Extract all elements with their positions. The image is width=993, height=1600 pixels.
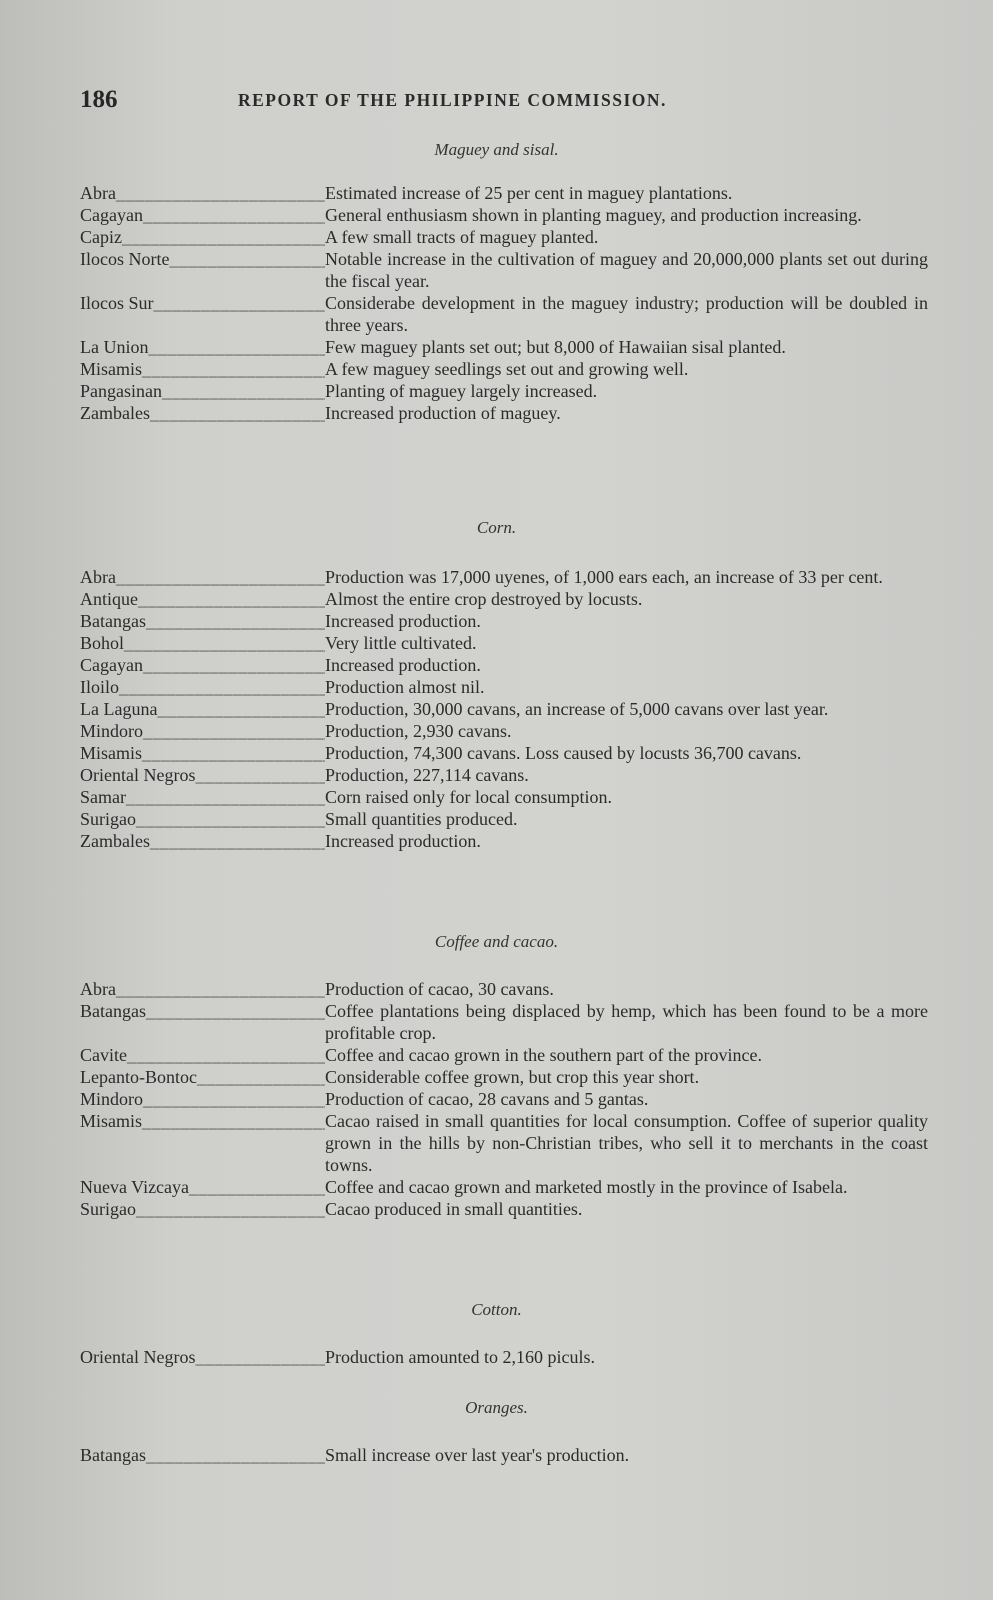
entry-description: Considerable coffee grown, but crop this year short.	[325, 1067, 700, 1087]
entry-province: Zambales _____	[80, 830, 325, 852]
entry-row	[80, 226, 928, 248]
entry-description: Very little cultivated.	[325, 633, 477, 653]
entry-province: Oriental Negros _____	[80, 764, 325, 786]
entry-row	[80, 204, 928, 226]
entry-row	[80, 358, 928, 380]
entry-description: Cacao raised in small quantities for local consumption. Coffee of superior quality grown in the hills by non-Christian tribes, who sell it to merchants in the coast towns.	[325, 1111, 928, 1175]
entry-description: A few small tracts of maguey planted.	[325, 227, 599, 247]
entry-province: Ilocos Sur _____	[80, 292, 325, 314]
entry-description: Production, 74,300 cavans. Loss caused by locusts 36,700 cavans.	[325, 743, 802, 763]
entry-row	[80, 830, 928, 852]
section-title-oranges: Oranges.	[465, 1398, 528, 1417]
entry-province: Mindoro _____	[80, 720, 325, 742]
entry-row	[80, 610, 928, 632]
entry-row	[80, 182, 928, 204]
entry-description: Production was 17,000 uyenes, of 1,000 ears each, an increase of 33 per cent.	[325, 567, 883, 587]
entry-province: Cagayan _____	[80, 654, 325, 676]
entry-description: Production, 2,930 cavans.	[325, 721, 512, 741]
entry-description: Increased production.	[325, 611, 481, 631]
section-cotton-entries	[80, 1346, 928, 1368]
entry-description: Production of cacao, 30 cavans.	[325, 979, 554, 999]
page-header	[80, 86, 920, 116]
entry-row	[80, 1110, 928, 1176]
entry-row	[80, 380, 928, 402]
entry-province: Abra _____	[80, 566, 325, 588]
entry-description: General enthusiasm shown in planting maguey, and production increasing.	[325, 205, 862, 225]
entry-row	[80, 764, 928, 786]
entry-province: Capiz _____	[80, 226, 325, 248]
entry-row	[80, 632, 928, 654]
entry-province: Antique _____	[80, 588, 325, 610]
page-title: REPORT OF THE PHILIPPINE COMMISSION.	[238, 90, 667, 110]
entry-row	[80, 786, 928, 808]
entry-description: Small quantities produced.	[325, 809, 518, 829]
entry-description: Production almost nil.	[325, 677, 485, 697]
entry-province: Misamis _____	[80, 742, 325, 764]
entry-description: Considerabe development in the maguey industry; production will be doubled in three years.	[325, 293, 928, 335]
section-corn-entries	[80, 566, 928, 852]
entry-row	[80, 720, 928, 742]
section-maguey-entries	[80, 182, 928, 424]
entry-province: Cavite _____	[80, 1044, 325, 1066]
entry-description: Planting of maguey largely increased.	[325, 381, 598, 401]
entry-description: Production, 227,114 cavans.	[325, 765, 529, 785]
section-title-coffee: Coffee and cacao.	[434, 932, 559, 951]
entry-description: Coffee and cacao grown and marketed mostly in the province of Isabela.	[325, 1177, 848, 1197]
entry-description: Production of cacao, 28 cavans and 5 gantas.	[325, 1089, 649, 1109]
entry-description: Estimated increase of 25 per cent in maguey plantations.	[325, 183, 733, 203]
entry-province: La Laguna _____	[80, 698, 325, 720]
entry-province: Batangas _____	[80, 1000, 325, 1022]
entry-province: Pangasinan _____	[80, 380, 325, 402]
entry-row	[80, 742, 928, 764]
entry-province: Abra _____	[80, 182, 325, 204]
entry-description: Increased production of maguey.	[325, 403, 561, 423]
entry-province: La Union _____	[80, 336, 325, 358]
entry-row	[80, 1088, 928, 1110]
entry-description: Corn raised only for local consumption.	[325, 787, 612, 807]
entry-province: Iloilo _____	[80, 676, 325, 698]
entry-row	[80, 566, 928, 588]
entry-province: Abra _____	[80, 978, 325, 1000]
entry-province: Ilocos Norte _____	[80, 248, 325, 270]
entry-province: Zambales _____	[80, 402, 325, 424]
entry-province: Misamis _____	[80, 358, 325, 380]
entry-row	[80, 1044, 928, 1066]
entry-description: Production amounted to 2,160 piculs.	[325, 1347, 595, 1367]
entry-province: Oriental Negros _____	[80, 1346, 325, 1368]
entry-description: Notable increase in the cultivation of maguey and 20,000,000 plants set out during the fiscal year.	[325, 249, 928, 291]
entry-row	[80, 336, 928, 358]
entry-province: Batangas _____	[80, 610, 325, 632]
entry-row	[80, 698, 928, 720]
entry-description: Increased production.	[325, 831, 481, 851]
entry-row	[80, 1176, 928, 1198]
entry-province: Lepanto-Bontoc _____	[80, 1066, 325, 1088]
entry-description: Almost the entire crop destroyed by locusts.	[325, 589, 643, 609]
entry-province: Cagayan _____	[80, 204, 325, 226]
section-title-maguey: Maguey and sisal.	[434, 140, 559, 159]
entry-row	[80, 292, 928, 336]
entry-province: Bohol _____	[80, 632, 325, 654]
entry-row	[80, 1444, 928, 1466]
entry-description: Coffee plantations being displaced by hemp, which has been found to be a more profitable crop.	[325, 1001, 928, 1043]
page-number: 186	[80, 86, 118, 113]
entry-province: Samar _____	[80, 786, 325, 808]
entry-description: Small increase over last year's production.	[325, 1445, 630, 1465]
entry-row	[80, 588, 928, 610]
entry-province: Mindoro _____	[80, 1088, 325, 1110]
entry-row	[80, 808, 928, 830]
entry-row	[80, 978, 928, 1000]
entry-row	[80, 402, 928, 424]
entry-province: Batangas _____	[80, 1444, 325, 1466]
entry-description: Cacao produced in small quantities.	[325, 1199, 583, 1219]
entry-description: Coffee and cacao grown in the southern part of the province.	[325, 1045, 763, 1065]
entry-province: Surigao _____	[80, 808, 325, 830]
section-title-cotton: Cotton.	[471, 1300, 522, 1319]
entry-row	[80, 1000, 928, 1044]
entry-row	[80, 1198, 928, 1220]
entry-row	[80, 676, 928, 698]
entry-row	[80, 654, 928, 676]
entry-province: Surigao _____	[80, 1198, 325, 1220]
entry-description: Increased production.	[325, 655, 481, 675]
section-coffee-entries	[80, 978, 928, 1220]
entry-province: Misamis _____	[80, 1110, 325, 1132]
section-oranges-entries	[80, 1444, 928, 1466]
entry-description: Production, 30,000 cavans, an increase of 5,000 cavans over last year.	[325, 699, 829, 719]
section-title-corn: Corn.	[476, 518, 517, 537]
entry-description: A few maguey seedlings set out and growing well.	[325, 359, 689, 379]
entry-province: Nueva Vizcaya _____	[80, 1176, 325, 1198]
entry-description: Few maguey plants set out; but 8,000 of Hawaiian sisal planted.	[325, 337, 786, 357]
entry-row	[80, 1346, 928, 1368]
entry-row	[80, 248, 928, 292]
entry-row	[80, 1066, 928, 1088]
